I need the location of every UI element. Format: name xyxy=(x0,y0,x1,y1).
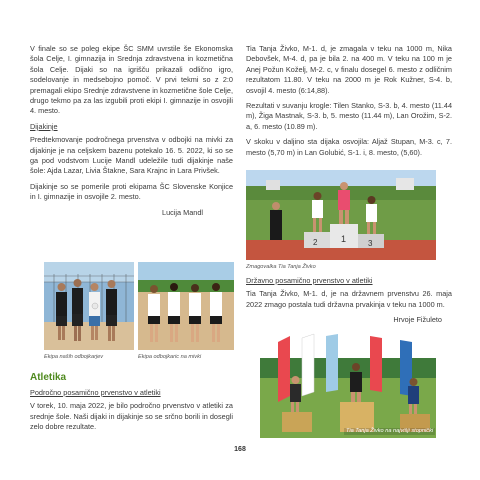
atletika-section xyxy=(30,372,233,438)
drzavno-section xyxy=(246,276,452,333)
paragraph-drzavno: Tia Tanja Živko, M-1. d, je na državnem prvenstvu 26. maja 2022 zmago postala tudi državna prvakinja v teku na 1000 m. xyxy=(246,289,452,309)
photo-boys-team xyxy=(44,262,134,350)
photo-podium-top-step xyxy=(260,332,436,438)
photo-podium-winner xyxy=(246,170,436,260)
signature-mandl: Lucija Mandl xyxy=(162,207,203,217)
subheading-podrocno: Področno posamično prvenstvo v atletiki xyxy=(30,388,161,397)
caption-podium-winner: Zmagovalka Tia Tanja Živko xyxy=(246,264,316,270)
paragraph-results-running: Tia Tanja Živko, M-1. d, je zmagala v teku na 1000 m, Nika Debovšek, M-4. d, pa je bila 2. na 400 m. V teku na 100 m je Anej Požun Koželj, M-2. c, v finalu dosegel 6. mesto z odličnim rezultatom 11.80. V teku na 2000 m je Rok Kužner, S-4. b, osvojil 4. mesto (6:14,88). xyxy=(246,44,452,95)
subheading-drzavno: Državno posamično prvenstvo v atletiki xyxy=(246,276,373,285)
page-number: 168 xyxy=(234,446,246,453)
paragraph-atletika: V torek, 10. maja 2022, je bilo področno prvenstvo v atletiki za srednje šole. Naši dijaki in dijakinje so se srčno borili in dosegli zelo dobre rezultate. xyxy=(30,401,233,432)
paragraph-results-shotput: Rezultati v suvanju krogle: Tilen Stanko, S-3. b, 4. mesto (11.44 m), Žiga Mastnak, S-3. b, 5. mesto (11.44 m), Lan Orožim, S-2. a, 6. mesto (10.89 m). xyxy=(246,101,452,131)
left-column xyxy=(30,44,233,225)
right-column xyxy=(246,44,452,163)
photo-girls-team xyxy=(138,262,234,350)
caption-boys-team: Ekipa naših odbojkarjev xyxy=(44,354,104,360)
paragraph-predtekmovanje: Predtekmovanje področnega prvenstva v odbojki na mivki za dijakinje je na celjskem bazenu potekalo 16. 5. 2022, ki so se ga pod vodstvom Lucije Mandl udeležile tudi dijakinje naše šole: Ajda Lazar, Livia Štakne, Sara Krajnc in Lara Privšek. xyxy=(30,135,233,176)
paragraph-results-longjump: V skoku v daljino sta dijaka osvojila: Aljaž Stupan, M-3. c, 7. mesto (5,70 m) in Lan Golubić, S-1. i, 8. mesto, (5,60). xyxy=(246,137,452,157)
caption-podium-top-step: Tia Tanja Živko na najvišji stopnički xyxy=(346,428,434,434)
paragraph-result-girls: Dijakinje so se pomerile proti ekipama ŠC Slovenske Konjice in I. gimnazije in osvojile 2. mesto. xyxy=(30,181,233,202)
caption-girls-team: Ekipa odbojkaric na mivki xyxy=(138,354,202,360)
svg-text:3: 3 xyxy=(368,239,373,248)
heading-dijakinje: Dijakinje xyxy=(30,121,58,131)
svg-text:1: 1 xyxy=(341,234,347,244)
heading-atletika: Atletika xyxy=(30,372,67,383)
svg-text:2: 2 xyxy=(313,238,318,247)
signature-fizuleto: Hrvoje Fižuleto xyxy=(393,315,442,325)
paragraph-finals: V finale so se poleg ekipe ŠC SMM uvrstile še Ekonomska šola Celje, I. gimnazija in Srednja zdravstvena in kozmetična šola Celje. Dijaki so na igrišču prikazali odlično igro, sodelovanje in medsebojno pomoč. V prvi tekmi so z 2:0 premagali ekipo Srednje zdravstvene in kozmetične šole Celje, drugo tekmo pa za las izgubili proti ekipi I. gimnazije in osvojili 4. mesto. xyxy=(30,44,233,116)
